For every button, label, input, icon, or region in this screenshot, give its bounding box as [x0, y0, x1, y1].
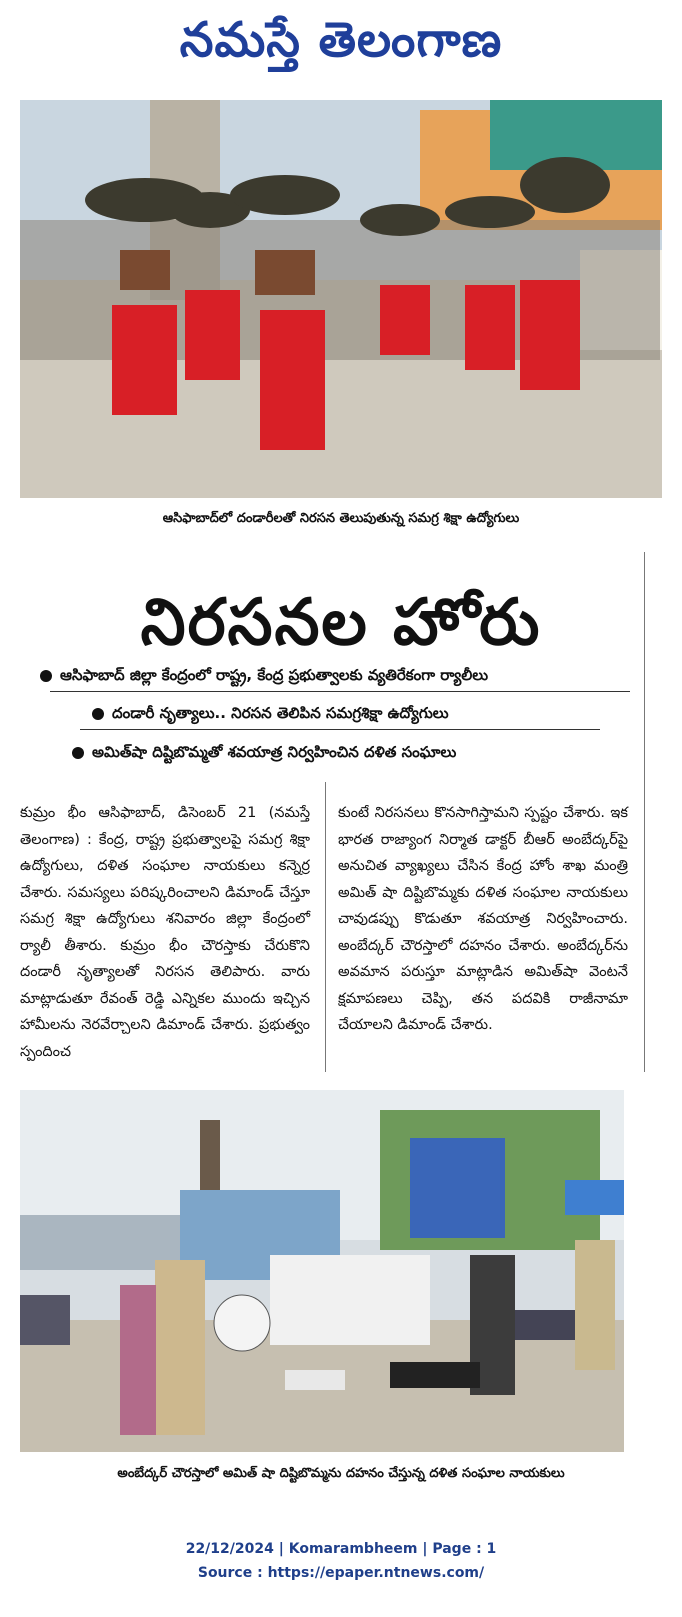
bottom-photo [20, 1090, 624, 1452]
top-photo [20, 100, 662, 498]
subhead-1: ఆసిఫాబాద్ జిల్లా కేంద్రంలో రాష్ట్ర, కేంద్ర ప్రభుత్వాలకు వ్యతిరేకంగా ర్యాలీలు [40, 664, 660, 686]
bottom-photo-caption: అంబేద్కర్ చౌరస్తాలో అమిత్ షా దిష్టిబొమ్మను దహనం చేస్తున్న దళిత సంఘాల నాయకులు [117, 1466, 565, 1481]
top-photo-caption: ఆసిఫాబాద్‌లో దండారీలతో నిరసన తెలుపుతున్న సమగ్ర శిక్షా ఉద్యోగులు [162, 511, 520, 526]
masthead-logo: నమస్తే తెలంగాణ [179, 12, 503, 68]
subhead-divider [80, 729, 600, 730]
body-column-1: కుమ్రం భీం ఆసిఫాబాద్, డిసెంబర్ 21 (నమస్తే తెలంగాణ) : కేంద్ర, రాష్ట్ర ప్రభుత్వాలపై సమగ్ర శిక్షా ఉద్యోగులు, దళిత సంఘాల నాయకులు కన్నెర్ర చేశారు. సమస్యలు పరిష్కరించాలని డిమాండ్ చేస్తూ సమగ్ర శిక్షా ఉద్యోగులు శనివారం జిల్లా కేంద్రంలో ర్యాలీ తీశారు. కుమ్రం భీం చౌరస్తాకు చేరుకొని దండారీ నృత్యాలతో నిరసన తెలిపారు. వారు మాట్లాడుతూ రేవంత్ రెడ్డి ఎన్నికల ముందు ఇచ్చిన హామీలను నెరవేర్చాలని డిమాండ్ చేశారు. ప్రభుత్వం స్పందించ [20, 805, 310, 1060]
subhead-divider [50, 691, 630, 692]
footer-date-edition: 22/12/2024 | Komarambheem | Page : 1 [185, 1541, 497, 1557]
body-column-2: కుంటే నిరసనలు కొనసాగిస్తామని స్పష్టం చేశారు. ఇక భారత రాజ్యాంగ నిర్మాత డాక్టర్ బీఆర్ అంబేద్కర్‌పై అనుచిత వ్యాఖ్యలు చేసిన కేంద్ర హోం శాఖ మంత్రి అమిత్ షా దిష్టిబొమ్మకు దళిత సంఘాల నాయకులు చావుడప్పు కొడుతూ శవయాత్ర నిర్వహించారు. అంబేద్కర్ చౌరస్తాలో దహనం చేశారు. అంబేద్కర్‌ను అవమాన పరుస్తూ మాట్లాడిన అమిత్‌షా వెంటనే క్షమాపణలు చెప్పి, తన పదవికి రాజీనామా చేయాలని డిమాండ్ చేశారు. [338, 805, 628, 1033]
footer-source: Source : https://epaper.ntnews.com/ [197, 1565, 485, 1581]
headline: నిరసనల హోరు [140, 586, 542, 660]
bullet-icon [92, 708, 104, 720]
subhead-2: దండారీ నృత్యాలు.. నిరసన తెలిపిన సమగ్రశిక్షా ఉద్యోగులు [92, 702, 682, 724]
bullet-icon [72, 747, 84, 759]
bullet-icon [40, 670, 52, 682]
column-divider [325, 782, 326, 1072]
subhead-3: అమిత్‌షా దిష్టిబొమ్మతో శవయాత్ర నిర్వహించిన దళిత సంఘాలు [72, 741, 682, 763]
